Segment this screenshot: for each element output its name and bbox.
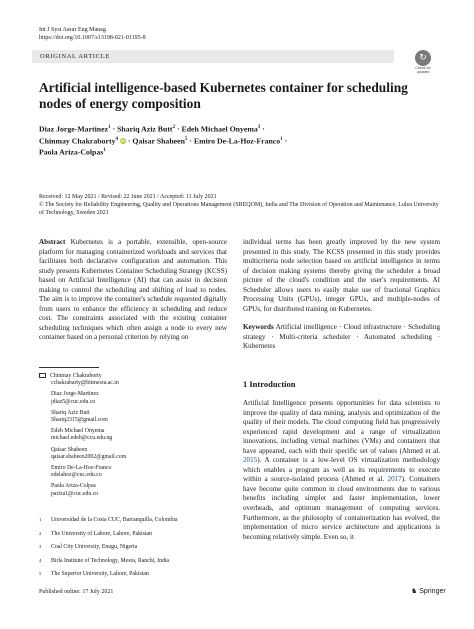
article-title: Artificial intelligence-based Kubernetes container for scheduling nodes of energy composition	[39, 80, 408, 111]
author-affil-sup: 5	[184, 136, 188, 142]
intro-text-part: Artificial Intelligence presents opportunities for data scientists to improve the quality of data mining, analysis and optimization of the quality of their models. The cloud computing field has progressively experienced rapid development and a range of virtualization innovations, including virtual machines (VMs) and containers that have appeared, each with their specific set of values (Ahmed et al.	[243, 399, 440, 455]
received-dates: Received: 12 May 2021 / Revised: 22 June 2021 / Accepted: 11 July 2021	[39, 194, 217, 200]
affiliation-item	[39, 531, 229, 538]
article-history	[39, 193, 439, 217]
contact-name: Qaisar Shaheen	[51, 446, 88, 453]
affiliation-number: 5	[39, 571, 42, 576]
contact-email[interactable]: jdiaz5@cuc.edu.co	[51, 398, 96, 405]
corresponding-author	[39, 373, 227, 387]
contact-name: Chinmay Chakraborty	[50, 373, 102, 379]
abstract	[39, 238, 227, 343]
contact-email[interactable]: pariza1@cuc.edu.co	[51, 490, 99, 497]
affiliation-number: 4	[39, 557, 42, 563]
affiliation-item	[39, 571, 229, 578]
author-name[interactable]: Chinmay Chakraborty	[39, 136, 116, 146]
author-affil-sup: 1	[280, 136, 283, 142]
check-updates-line1: Check for	[415, 66, 431, 70]
abstract-text: Kubernetes is a portable, extensible, open-source platform for managing containerized workloads and services that facilitates both declarative configuration and automation. This study presents Kubernetes Container Scheduling Strategy (KCSS) based on Artificial Intelligence (AI) that can assist in decision making to control the scheduling and shifting of load to nodes. The aim is to improve the container's schedule requested digitally from users to enhance the efficiency in scheduling and reduce cost. The constraints associated with the existing container scheduling techniques which often assign a node to every new container based on a personal criterion by relying on	[39, 238, 227, 342]
affiliation-text: Coal City University, Enugu, Nigeria	[51, 544, 138, 550]
affiliation-list	[39, 517, 229, 585]
author-name[interactable]: Paola Ariza-Colpas	[39, 147, 104, 157]
keywords-text: Artificial intelligence · Cloud infrastructure · Scheduling strategy · Multi-criteria scheduler · Automated scheduling · Kubernetes	[243, 323, 440, 351]
contact-email[interactable]: Shariq2315@gmail.com	[51, 417, 108, 424]
check-for-updates-badge[interactable]	[408, 50, 438, 80]
keywords-label: Keywords	[243, 323, 274, 332]
affiliation-item	[39, 517, 229, 524]
abstract-continued: individual terms has been greatly improved by the new system presented in this study. The KCSS presented in this study provides multicriteria node selection based on artificial intelligence in terms of decision making systems thereby giving the scheduler a broad picture of the cloud's condition and the user's requirements. AI Scheduler allows users to easily make use of fractional Graphics Processing Units (GPUs), integer GPUs, and multiple-nodes of GPUs, for distributed training on Kubernetes.	[243, 238, 440, 313]
contact-item	[51, 465, 227, 479]
article-type-label: ORIGINAL ARTICLE	[40, 53, 110, 60]
publisher-name: Springer	[419, 588, 446, 595]
contact-email[interactable]: qaisar.shaheen2002@gmail.com	[51, 453, 127, 460]
envelope-icon	[39, 373, 46, 378]
author-affil-sup: 4	[115, 136, 118, 142]
affiliation-number: 3	[39, 544, 42, 549]
contact-item	[51, 410, 227, 424]
contact-email[interactable]: michael.edeh@ccu.edu.ng	[51, 435, 113, 442]
published-online: Published online: 17 July 2021	[39, 589, 114, 595]
affiliation-text: Birla Institute of Technology, Mesra, Ranchi, India	[51, 557, 170, 564]
intro-text-part: ). A container is a low-level OS virtualization methodology which enables a program as well as its requirements to execute within a source-isolated process (Ahmed et al.	[243, 456, 440, 484]
contact-item	[51, 391, 227, 405]
author-name[interactable]: Edeh Michael Onyema	[181, 124, 258, 134]
publisher-logo	[411, 587, 446, 595]
affiliation-text: The Superior University, Lahore, Pakistan	[51, 571, 149, 577]
orcid-icon[interactable]: iD	[120, 138, 125, 144]
introduction-text	[243, 399, 440, 542]
contact-item	[51, 428, 227, 442]
contact-item	[51, 447, 227, 461]
author-affil-sup: 1	[108, 125, 111, 130]
check-updates-line2: updates	[416, 70, 430, 74]
affiliation-number: 2	[39, 530, 42, 536]
citation-link[interactable]: 2017	[387, 475, 402, 484]
author-name[interactable]: Qaisar Shaheen	[132, 136, 185, 146]
section-heading: 1 Introduction	[243, 379, 296, 389]
author-affil-sup: 1	[103, 148, 106, 154]
affiliation-item	[39, 558, 229, 565]
article-type-banner	[32, 50, 394, 63]
contact-name: Diaz Jorge-Martinez	[51, 391, 99, 398]
copyright-notice: © The Society for Reliability Engineering, Quality and Operations Management (SREQOM), India and The Division of Operation and Maintenance, Lulea University of Technology, Sweden 2021	[39, 202, 439, 216]
intro-text-part: ). Containers have become quite common in cloud environments due to various benefits including simpler and faster implementation, lower overheads, and optimum management of computing services. Furthermore, as the philosophy of containerization has evolved, the implementation of micro service architecture and applications is becoming relatively simple. Even so, it	[243, 475, 440, 541]
abstract-continued-block	[243, 238, 440, 352]
contact-item	[51, 483, 227, 497]
contact-name: Edeh Michael Onyema	[51, 428, 105, 435]
affiliation-text: Universidad de la Costa CUC, Barranquilla, Colombia	[51, 517, 178, 523]
author-name[interactable]: Emiro De-La-Hoz-Franco	[193, 136, 281, 146]
contact-email[interactable]: cchakrabarty@bitmesra.ac.in	[51, 380, 119, 387]
affiliation-item	[39, 544, 229, 551]
contact-name: Paola Ariza-Colpas	[51, 483, 96, 490]
contact-name: Emiro De-La-Hoz-Franco	[51, 465, 112, 472]
author-name[interactable]: Shariq Aziz Butt	[117, 124, 173, 134]
doi-link[interactable]: https://doi.org/10.1007/s13198-021-01195-8	[39, 35, 146, 41]
journal-name: Int J Syst Assur Eng Manag	[39, 27, 106, 33]
springer-horse-icon: ♞	[411, 588, 418, 595]
author-name[interactable]: Diaz Jorge-Martinez	[39, 124, 109, 134]
check-updates-icon: ↻	[415, 50, 431, 66]
author-affil-sup: 2	[172, 125, 176, 130]
author-list: Diaz Jorge-Martinez$^1$ · Shariq Aziz Butt$^2$ · Edeh Michael Onyema$^3$ · Chinmay Chakraborty$^4$ iD · Qaisar Shaheen$^5$ · Emiro De-La-Hoz-Franco$^1$ · Paola Ariza-Colpas$^1$	[39, 124, 288, 157]
citation-link[interactable]: 2015	[243, 456, 258, 465]
contact-list	[39, 373, 227, 502]
footnote-divider	[39, 367, 99, 368]
abstract-label: Abstract	[39, 238, 66, 246]
author-affil-sup: 3	[257, 125, 261, 130]
keywords	[243, 323, 440, 352]
contact-email[interactable]: edelahoz@cuc.edu.co	[51, 472, 102, 479]
affiliation-number: 1	[39, 517, 42, 522]
affiliation-text: The University of Lahore, Lahore, Pakistan	[51, 530, 152, 537]
contact-name: Shariq Aziz Butt	[51, 409, 90, 416]
